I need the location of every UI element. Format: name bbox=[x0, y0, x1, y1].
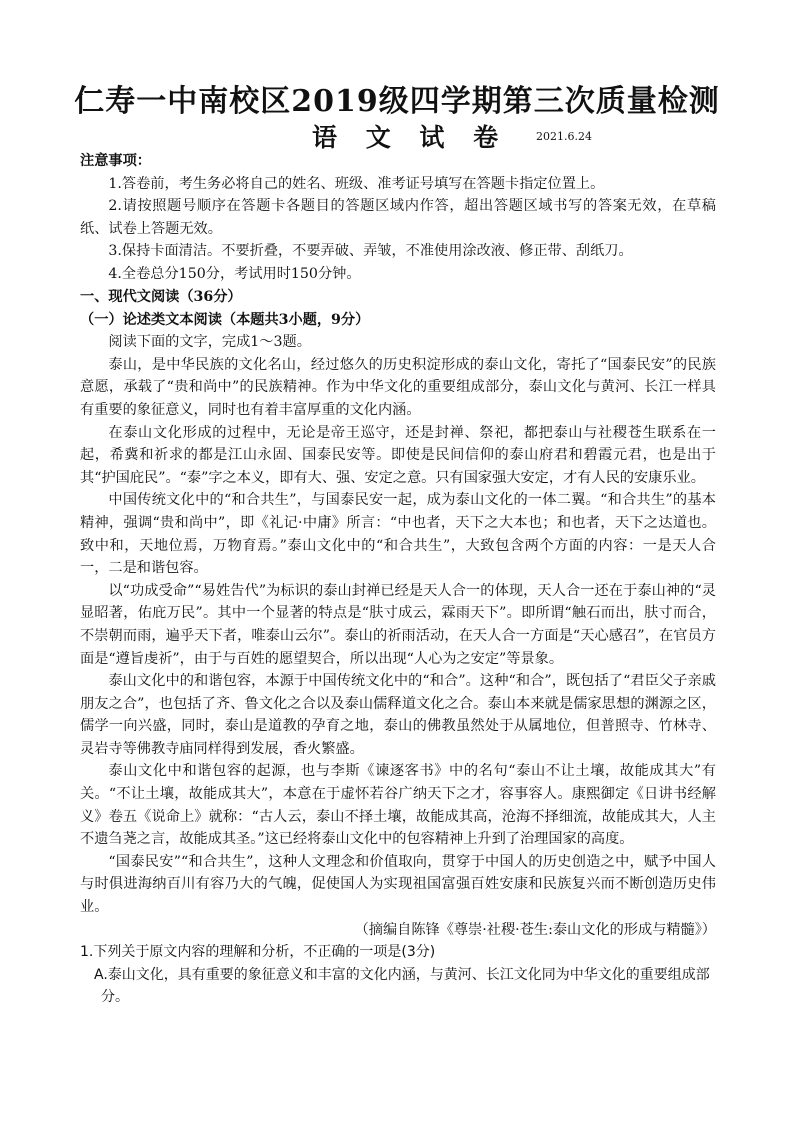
notice-item: 4.全卷总分150分，考试用时150分钟。 bbox=[108, 265, 361, 282]
section-reading bbox=[80, 286, 716, 1009]
passage-paragraph: 泰山文化中的和谐包容，本源于中国传统文化中的“和合”。这种“和合”，既包括了“君臣父子亲戚朋友之合”，也包括了齐、鲁文化之合以及泰山儒释道文化之合。泰山本来就是儒家思想的渊源之区，儒学一向兴盛，同时，泰山是道教的孕育之地，泰山的佛教虽然处于从属地位，但普照寺、竹林寺、灵岩寺等佛教寺庙同样得到发展，香火繁盛。 bbox=[80, 673, 716, 757]
subsection-heading: （一）论述类文本阅读（本题共3小题，9分） bbox=[80, 311, 370, 328]
notice-heading: 注意事项： bbox=[80, 153, 151, 169]
exam-title: 仁寿一中南校区2019级四学期第三次质量检测 bbox=[74, 84, 720, 119]
passage-paragraph: 在泰山文化形成的过程中，无论是帝王巡守，还是封禅、祭祀，都把泰山与社稷苍生联系在一起，希冀和祈求的都是江山永固、国泰民安等。即使是民间信仰的泰山府君和碧霞元君，也是出于其“护国庇民”。“泰”字之本义，即有大、强、安定之意。只有国家强大安定，才有人民的安康乐业。 bbox=[80, 424, 716, 486]
passage-paragraph: 泰山，是中华民族的文化名山，经过悠久的历史积淀形成的泰山文化，寄托了“国泰民安”的民族意愿，承载了“贵和尚中”的民族精神。作为中华文化的重要组成部分，泰山文化与黄河、长江一样具有重要的象征意义，同时也有着丰富厚重的文化内涵。 bbox=[80, 356, 716, 418]
notice-item: 1.答卷前，考生务必将自己的姓名、班级、准考证号填写在答题卡指定位置上。 bbox=[108, 175, 605, 192]
notice-item: 3.保持卡面清洁。不要折叠，不要弄破、弄皱，不准使用涂改液、修正带、刮纸刀。 bbox=[108, 243, 633, 260]
reading-instruction: 阅读下面的文字，完成1～3题。 bbox=[108, 334, 311, 351]
exam-subtitle: 语 文 试 卷 bbox=[312, 123, 509, 152]
notice-item: 2.请按照题号顺序在答题卡各题目的答题区域内作答，超出答题区域书写的答案无效，在草稿纸、试卷上答题无效。 bbox=[80, 198, 716, 237]
question-option-a: A.泰山文化，具有重要的象征意义和丰富的文化内涵，与黄河、长江文化同为中华文化的重要组成部分。 bbox=[94, 966, 710, 1006]
passage-paragraph: 中国传统文化中的“和合共生”，与国泰民安一起，成为泰山文化的一体二翼。“和合共生”的基本精神，强调“贵和尚中”，即《礼记·中庸》所言：“中也者，天下之大本也；和也者，天下之达道也。致中和，天地位焉，万物育焉。”泰山文化中的“和合共生”，大致包含两个方面的内容：一是天人合一，二是和谐包容。 bbox=[80, 492, 716, 577]
section-heading: 一、现代文阅读（36分） bbox=[80, 289, 242, 305]
question-stem: 1.下列关于原文内容的理解和分析，不正确的一项是(3分) bbox=[80, 944, 436, 961]
passage-paragraph: 以“功成受命”“易姓告代”为标识的泰山封禅已经是天人合一的体现，天人合一还在于泰山神的“灵显昭著，佑庇万民”。其中一个显著的特点是“肤寸成云，霖雨天下”。即所谓“触石而出，肤寸而合，不崇朝而雨，遍乎天下者，唯泰山云尔”。泰山的祈雨活动，在天人合一方面是“天心感召”，在官员方面是“遵旨虔祈”，由于与百姓的愿望契合，所以出现“人心为之安定”等景象。 bbox=[80, 582, 716, 667]
passage-paragraph: 泰山文化中和谐包容的起源，也与李斯《谏逐客书》中的名句“泰山不让土壤，故能成其大”有关。“不让土壤，故能成其大”，本意在于虚怀若谷广纳天下之才，容事容人。康熙御定《日讲书经解义》卷五《说命上》就称：“古人云，泰山不择土壤，故能成其高，沧海不择细流，故能成其大，人主不遗刍荛之言，故能成其圣。”这已经将泰山文化中的包容精神上升到了治理国家的高度。 bbox=[80, 763, 716, 848]
notice-block bbox=[80, 150, 716, 286]
exam-date: 2021.6.24 bbox=[536, 130, 592, 143]
passage-source: （摘编自陈锋《尊崇·社稷·苍生:泰山文化的形成与精髓》） bbox=[354, 921, 716, 938]
passage-paragraph: “国泰民安”“和合共生”，这种人文理念和价值取向，贯穿于中国人的历史创造之中，赋予中国人与时俱进海纳百川有容乃大的气魄，促使国人为实现祖国富强百姓安康和民族复兴而不断创造历史伟业。 bbox=[80, 853, 716, 916]
